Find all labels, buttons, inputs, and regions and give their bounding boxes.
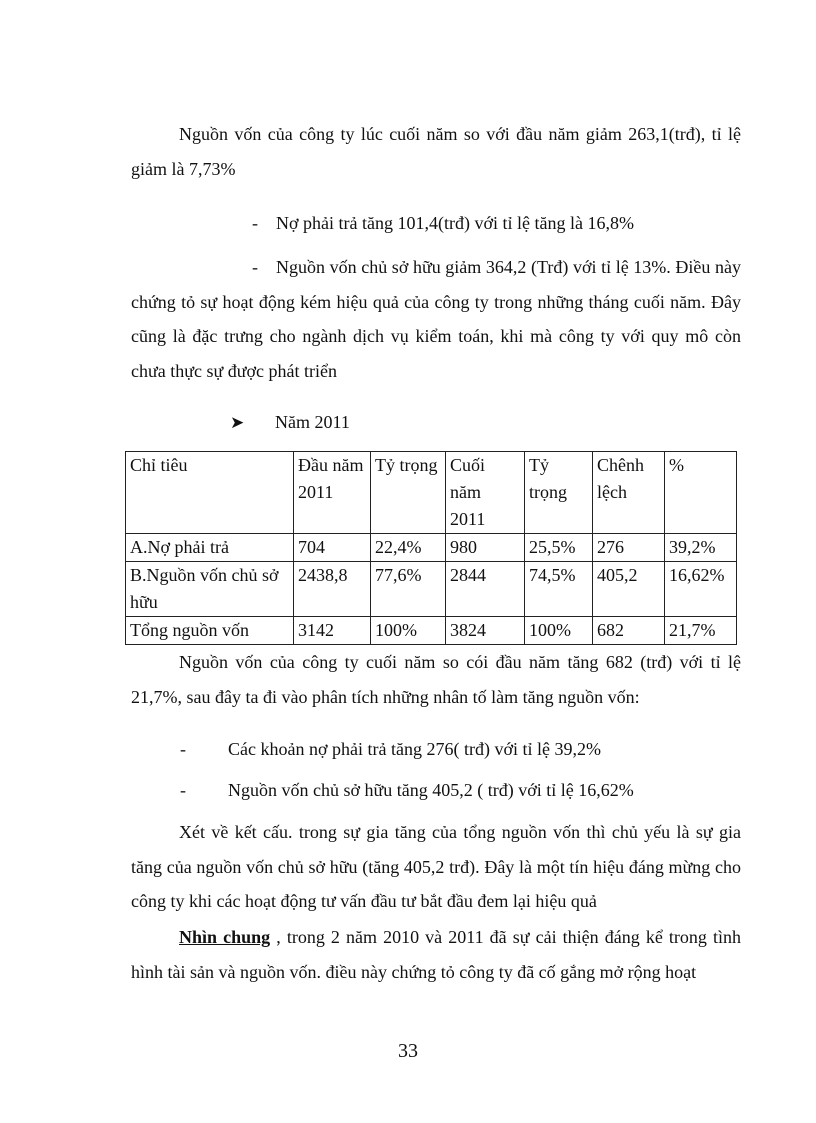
table-header-cell: Đầu năm 2011 <box>294 452 371 534</box>
table-cell: 276 <box>593 534 665 562</box>
table-header-cell: % <box>665 452 737 534</box>
table-cell: 74,5% <box>525 562 593 617</box>
table-header-cell: Tỷ trọng <box>525 452 593 534</box>
paragraph-capital-decrease: Nguồn vốn của công ty lúc cuối năm so với đầu năm giảm 263,1(trđ), tỉ lệ giảm là 7,73% <box>131 124 741 179</box>
table-cell: 682 <box>593 617 665 645</box>
table-header-cell: Tỷ trọng <box>371 452 446 534</box>
table-cell: 3824 <box>446 617 525 645</box>
table-cell: 39,2% <box>665 534 737 562</box>
table-row <box>126 617 737 645</box>
table-cell: A.Nợ phải trả <box>126 534 294 562</box>
table-cell: 980 <box>446 534 525 562</box>
table-cell: 21,7% <box>665 617 737 645</box>
table-row <box>126 534 737 562</box>
table-cell: 16,62% <box>665 562 737 617</box>
bullet-payables-increase: - Các khoản nợ phải trả tăng 276( trđ) với tỉ lệ 39,2% <box>180 739 601 759</box>
table-header-row <box>126 452 737 534</box>
table-cell: 704 <box>294 534 371 562</box>
table-cell: B.Nguồn vốn chủ sở hữu <box>126 562 294 617</box>
table-header-cell: Chênh lệch <box>593 452 665 534</box>
table-cell: 25,5% <box>525 534 593 562</box>
table-cell: Tổng nguồn vốn <box>126 617 294 645</box>
page-number: 33 <box>398 1040 418 1062</box>
table-header-cell: Chỉ tiêu <box>126 452 294 534</box>
paragraph-capital-increase: Nguồn vốn của công ty cuối năm so cói đầu năm tăng 682 (trđ) với tỉ lệ 21,7%, sau đây ta đi vào phân tích những nhân tố làm tăng nguồn vốn: <box>131 652 741 707</box>
paragraph-equity-decrease: - Nguồn vốn chủ sở hữu giảm 364,2 (Trđ) với tỉ lệ 13%. Điều này chứng tỏ sự hoạt động kém hiệu quả của công ty trong những tháng cuối năm. Đây cũng là đặc trưng cho ngành dịch vụ kiểm toán, khi mà công ty với quy mô còn chưa thực sự được phát triển <box>131 257 741 381</box>
paragraph-structure: Xét về kết cấu. trong sự gia tăng của tổng nguồn vốn thì chủ yếu là sự gia tăng của nguồn vốn chủ sở hữu (tăng 405,2 trđ). Đây là một tín hiệu đáng mừng cho công ty khi các hoạt động tư vấn đầu tư bắt đầu đem lại hiệu quả <box>131 822 741 911</box>
paragraph-conclusion: Nhìn chung , trong 2 năm 2010 và 2011 đã sự cải thiện đáng kể trong tình hình tài sản và nguồn vốn. điều này chứng tỏ công ty đã cố gắng mở rộng hoạt <box>131 927 741 982</box>
capital-table-2011 <box>125 451 737 645</box>
table-header-cell: Cuối năm 2011 <box>446 452 525 534</box>
table-cell: 22,4% <box>371 534 446 562</box>
section-heading-2011: ➤ Năm 2011 <box>230 410 350 435</box>
table-cell: 100% <box>525 617 593 645</box>
table-cell: 2438,8 <box>294 562 371 617</box>
arrow-bullet-icon: ➤ <box>230 413 245 432</box>
bullet-equity-increase: - Nguồn vốn chủ sở hữu tăng 405,2 ( trđ) với tỉ lệ 16,62% <box>180 780 634 800</box>
table-cell: 405,2 <box>593 562 665 617</box>
table-row <box>126 562 737 617</box>
table-cell: 100% <box>371 617 446 645</box>
bullet-liabilities-increase: - Nợ phải trả tăng 101,4(trđ) với tỉ lệ tăng là 16,8% <box>252 213 634 233</box>
table-cell: 77,6% <box>371 562 446 617</box>
table-cell: 2844 <box>446 562 525 617</box>
table-cell: 3142 <box>294 617 371 645</box>
